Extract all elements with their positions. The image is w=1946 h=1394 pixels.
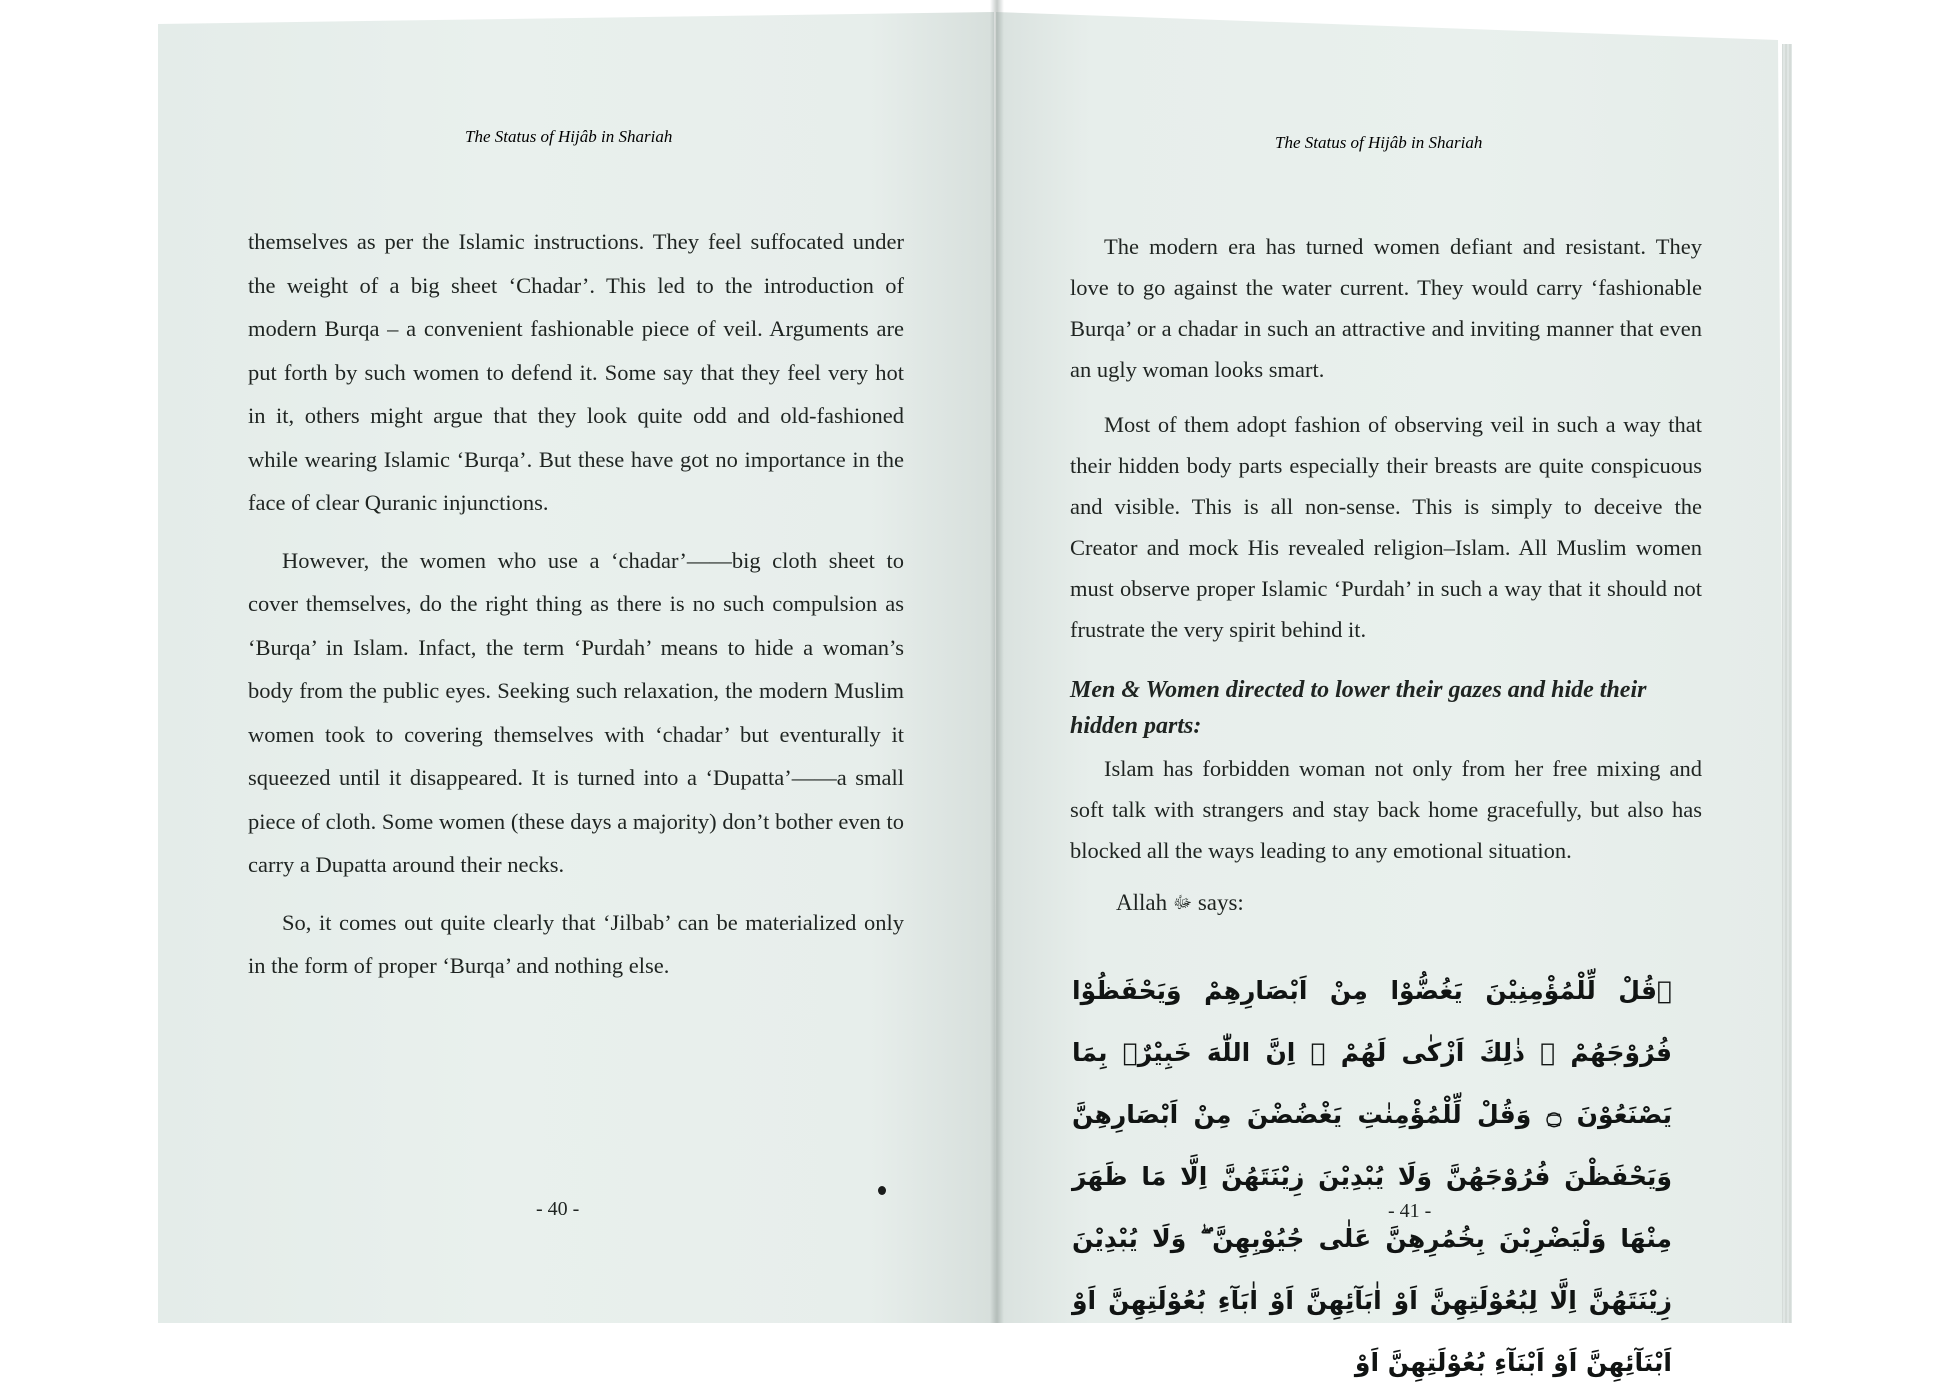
right-paragraph-2: Most of them adopt fashion of observing veil in such a way that their hidden body parts especially their breasts are quite conspicuous and visible. This is all non-sense. This is simply to deceive the Creator and mock His revealed religion–Islam. All Muslim women must observe proper Islamic ‘Purdah’ in such a way that it should not frustrate the very spirit behind it. [1070,412,1702,642]
ink-spot [878,1186,886,1195]
right-running-header: The Status of Hijâb in Shariah [1275,133,1483,152]
allah-word: Allah [1116,890,1168,915]
right-paragraph-1: The modern era has turned women defiant and resistant. They love to go against the water current. They would carry ‘fashionable Burqa’ or a chadar in such an attractive and inviting manner that even an ugly woman looks smart. [1070,234,1702,382]
left-body-text [248,220,904,988]
left-page-number: - 40 - [536,1198,580,1220]
left-paragraph-3: So, it comes out quite clearly that ‘Jilbab’ can be materialized only in the form of proper ‘Burqa’ and nothing else. [248,909,904,978]
left-running-header: The Status of Hijâb in Shariah [465,127,673,146]
honorific-glyph: ﷻ [1172,893,1193,912]
right-body-text [1070,226,1702,923]
right-paragraph-3: Islam has forbidden woman not only from her free mixing and soft talk with strangers and stay back home gracefully, but also has blocked all the ways leading to any emotional situation. [1070,756,1702,863]
allah-says-line [1070,883,1702,923]
quranic-verse: ﴿قُلْ لِّلْمُؤْمِنِيْنَ يَغُضُّوْا مِنْ اَبْصَارِهِمْ وَيَحْفَظُوْا فُرُوْجَهُمْ ۗ ذٰلِكَ اَزْكٰى لَهُمْ ۗ اِنَّ اللّٰهَ خَبِيْرٌۢ بِمَا يَصْنَعُوْنَ ۝ وَقُلْ لِّلْمُؤْمِنٰتِ يَغْضُضْنَ مِنْ اَبْصَارِهِنَّ وَيَحْفَظْنَ فُرُوْجَهُنَّ وَلَا يُبْدِيْنَ زِيْنَتَهُنَّ اِلَّا مَا ظَهَرَ مِنْهَا وَلْيَضْرِبْنَ بِخُمُرِهِنَّ عَلٰى جُيُوْبِهِنَّ ۖ وَلَا يُبْدِيْنَ زِيْنَتَهُنَّ اِلَّا لِبُعُوْلَتِهِنَّ اَوْ اٰبَآئِهِنَّ اَوْ اٰبَآءِ بُعُوْلَتِهِنَّ اَوْ اَبْنَآئِهِنَّ اَوْ اَبْنَآءِ بُعُوْلَتِهِنَّ اَوْ [1072,976,1673,1377]
says-word: says: [1197,890,1244,915]
left-paragraph-1: themselves as per the Islamic instructions. They feel suffocated under the weight of a big sheet ‘Chadar’. This led to the introduction of modern Burqa – a convenient fashionable piece of veil. Arguments are put forth by such women to defend it. Some say that they feel very hot in it, others might argue that they look quite odd and old-fashioned while wearing Islamic ‘Burqa’. But these have got no importance in the face of clear Quranic injunctions. [248,229,904,515]
page-edges [1782,44,1792,1323]
left-paragraph-2: However, the women who use a ‘chadar’——big cloth sheet to cover themselves, do the right thing as there is no such compulsion as ‘Burqa’ in Islam. Infact, the term ‘Purdah’ means to hide a woman’s body from the public eyes. Seeking such relaxation, the modern Muslim women took to covering themselves with ‘chadar’ but eventurally it squeezed until it disappeared. It is turned into a ‘Dupatta’——a small piece of cloth. Some women (these days a majority) don’t bother even to carry a Dupatta around their necks. [248,547,904,877]
right-page-number: - 41 - [1388,1200,1432,1222]
book-spine [990,0,1004,1323]
section-heading: Men & Women directed to lower their gazes and hide their hidden parts: [1070,677,1647,739]
